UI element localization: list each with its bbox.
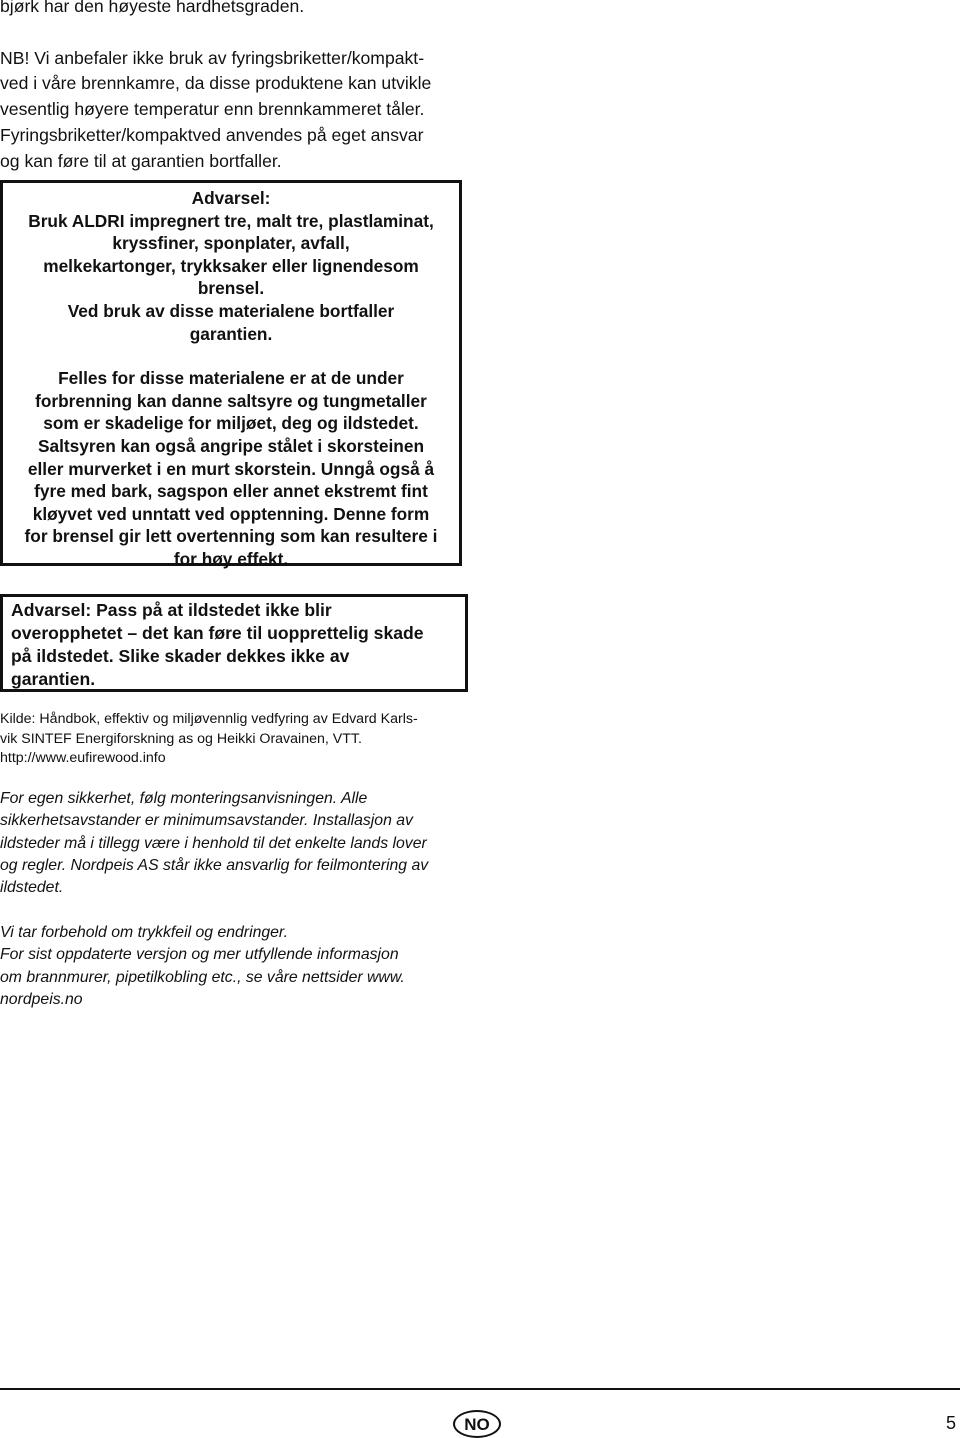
warning-line: Saltsyren kan også angripe stålet i skorsteinen <box>37 435 425 456</box>
note-line: Fyringsbriketter/kompaktved anvendes på eget ansvar <box>0 124 424 145</box>
source-citation <box>0 710 470 769</box>
warning-line: forbrenning kan danne saltsyre og tungmetaller <box>35 390 427 411</box>
warning-line: eller murverket i en murt skorstein. Unngå også å <box>27 458 435 479</box>
source-line: Kilde: Håndbok, effektiv og miljøvennlig vedfyring av Edvard Karls- <box>0 711 418 727</box>
intro-line-top: bjørk har den høyeste hardhetsgraden. <box>0 0 305 16</box>
warning-line: garantien. <box>189 323 273 344</box>
source-link[interactable]: http://www.eufirewood.info <box>0 750 166 766</box>
source-line: vik SINTEF Energiforskning as og Heikki Oravainen, VTT. <box>0 730 362 747</box>
disclaimer-line: For sist oppdaterte versjon og mer utfyllende informasjon <box>0 946 399 964</box>
warning-line: overopphetet – det kan føre til uopprettelig skade <box>11 623 424 643</box>
disclaimer-note <box>0 922 470 1011</box>
note-line: vesentlig høyere temperatur enn brennkammeret tåler. <box>0 99 425 120</box>
footer-divider <box>0 1388 960 1390</box>
warning-line: kløyvet ved unntatt ved opptenning. Denne form <box>32 503 430 524</box>
warning-line: fyre med bark, sagspon eller annet ekstremt fint <box>34 481 428 502</box>
warning-line: for høy effekt. <box>173 548 289 569</box>
warning-line: Felles for disse materialene er at de under <box>58 368 404 389</box>
disclaimer-line: om brannmurer, pipetilkobling etc., se våre nettsider www. <box>0 968 405 986</box>
paragraph-gap <box>0 20 470 46</box>
safety-line: ildsteder må i tillegg være i henhold til det enkelte lands lover <box>0 834 427 852</box>
warning-line: som er skadelige for miljøet, deg og ildstedet. <box>43 413 419 434</box>
warning-line: Bruk ALDRI impregnert tre, malt tre, plastlaminat, <box>28 210 434 231</box>
intro-text <box>0 0 470 175</box>
safety-line: For egen sikkerhet, følg monteringsanvisningen. Alle <box>0 790 368 807</box>
warning-line: brensel. <box>197 278 265 299</box>
warning-line: melkekartonger, trykksaker eller lignendesom <box>43 255 419 276</box>
page-number: 5 <box>945 1413 956 1433</box>
safety-line: ildstedet. <box>0 879 64 897</box>
warning-line: kryssfiner, sponplater, avfall, <box>112 233 350 254</box>
safety-line: sikkerhetsavstander er minimumsavstander. Installasjon av <box>0 812 413 830</box>
warning-line: for brensel gir lett overtenning som kan resultere i <box>24 526 438 547</box>
warning-line: Advarsel: Pass på at ildstedet ikke blir <box>11 600 332 620</box>
safety-line: og regler. Nordpeis AS står ikke ansvarlig for feilmontering av <box>0 856 429 874</box>
note-line: ved i våre brennkamre, da disse produktene kan utvikle <box>0 73 432 94</box>
disclaimer-line: nordpeis.no <box>0 990 83 1008</box>
warning-line: Advarsel: <box>191 188 271 208</box>
note-line: NB! Vi anbefaler ikke bruk av fyringsbriketter/kompakt- <box>0 47 425 68</box>
warning-box-materials <box>0 180 462 569</box>
warning-line: Ved bruk av disse materialene bortfaller <box>67 300 395 321</box>
note-line: og kan føre til at garantien bortfaller. <box>0 150 282 171</box>
language-badge: NO <box>453 1410 501 1438</box>
disclaimer-line: Vi tar forbehold om trykkfeil og endringer. <box>0 924 288 941</box>
safety-note <box>0 788 470 899</box>
warning-line: på ildstedet. Slike skader dekkes ikke av <box>11 646 350 666</box>
warning-line: garantien. <box>11 669 96 689</box>
warning-box-overheating <box>0 594 468 692</box>
